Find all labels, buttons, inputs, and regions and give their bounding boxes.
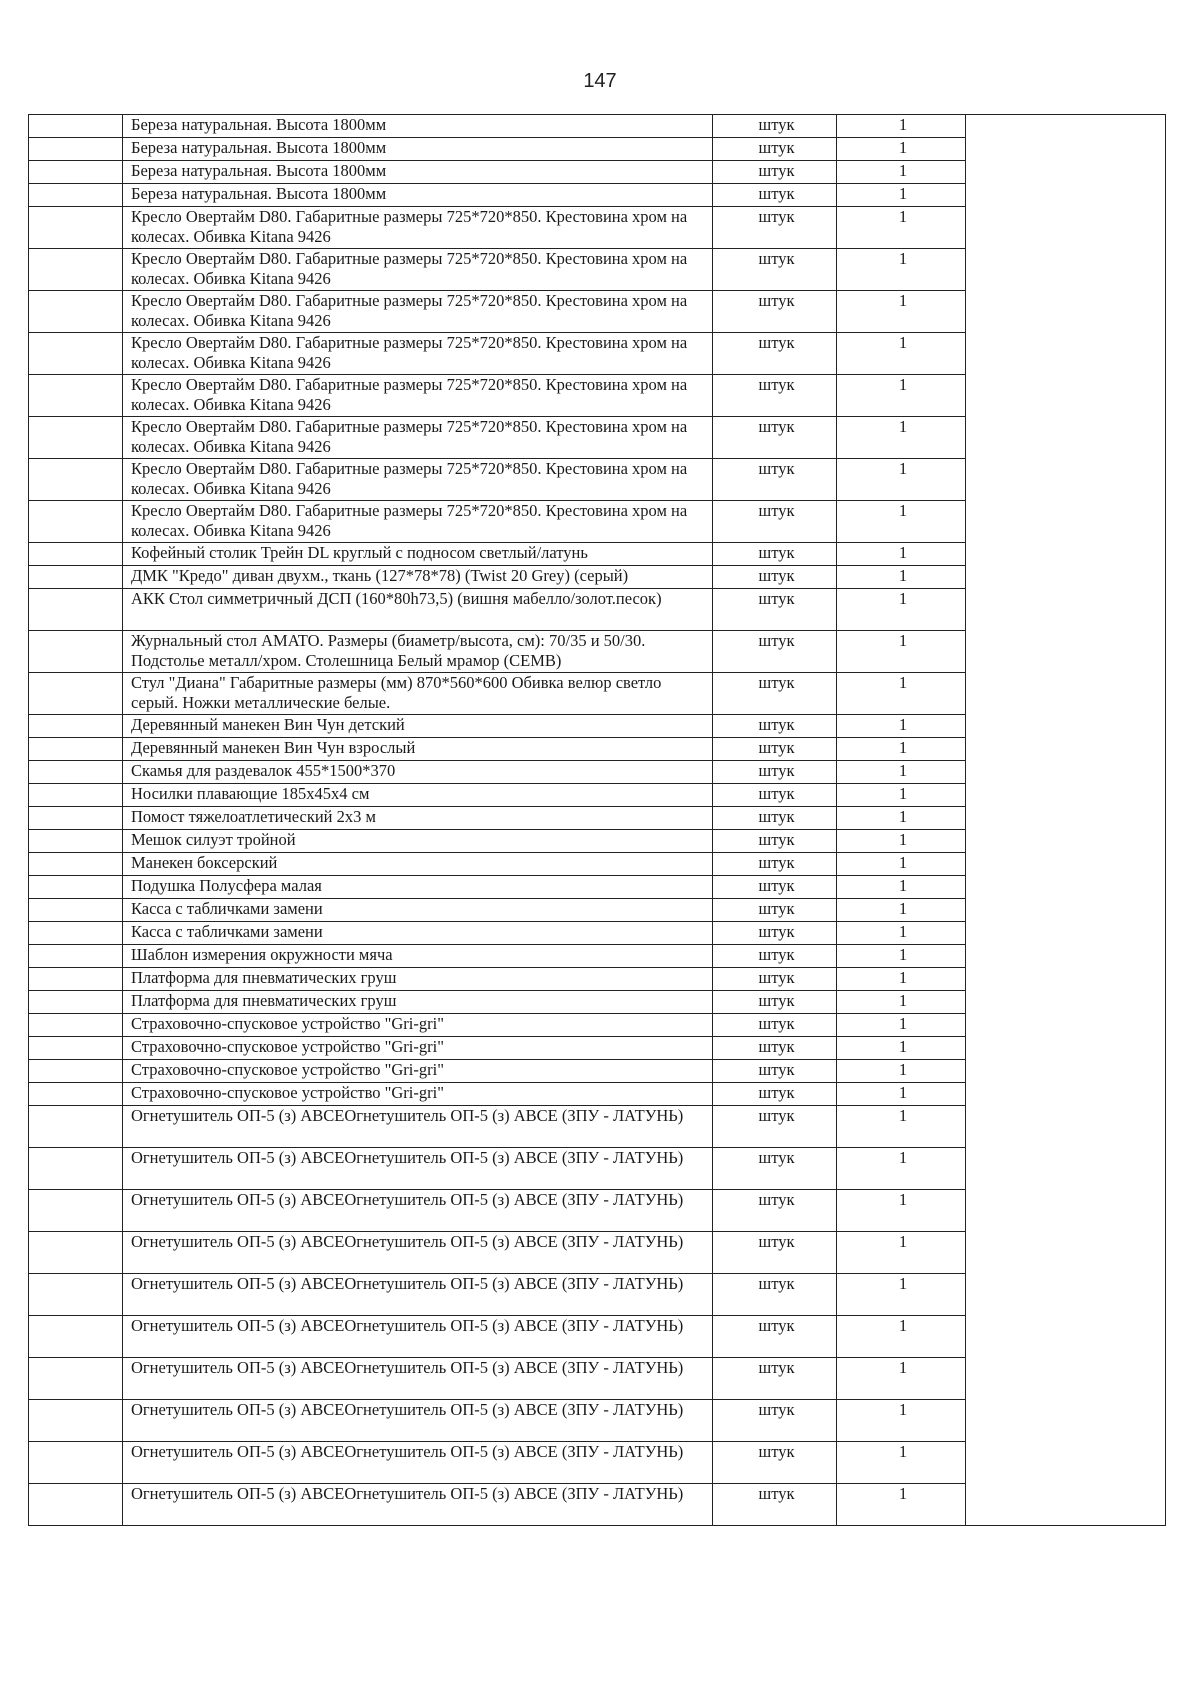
row-number-cell [29,1400,123,1442]
quantity-cell: 1 [837,1232,966,1274]
item-name-cell: Страховочно-спусковое устройство "Gri-gri" [123,1037,713,1060]
item-name-cell: Огнетушитель ОП-5 (з) АВСЕОгнетушитель ОП-5 (з) АВСЕ (ЗПУ - ЛАТУНЬ) [123,1190,713,1232]
item-name-cell: Кресло Овертайм D80. Габаритные размеры 725*720*850. Крестовина хром на колесах. Обивка Kitana 9426 [123,207,713,249]
unit-cell: штук [713,501,837,543]
unit-cell: штук [713,1083,837,1106]
item-name-cell: АКК Стол симметричный ДСП (160*80h73,5) (вишня мабелло/золот.песок) [123,589,713,631]
item-name-cell: Кресло Овертайм D80. Габаритные размеры 725*720*850. Крестовина хром на колесах. Обивка Kitana 9426 [123,459,713,501]
item-name-cell: Касса с табличками замени [123,899,713,922]
item-name-cell: Касса с табличками замени [123,922,713,945]
row-number-cell [29,715,123,738]
row-number-cell [29,249,123,291]
item-name-cell: Носилки плавающие 185х45х4 см [123,784,713,807]
quantity-cell: 1 [837,161,966,184]
row-number-cell [29,1037,123,1060]
row-number-cell [29,375,123,417]
quantity-cell: 1 [837,631,966,673]
unit-cell: штук [713,1274,837,1316]
row-number-cell [29,161,123,184]
row-number-cell [29,761,123,784]
unit-cell: штук [713,1358,837,1400]
row-number-cell [29,1316,123,1358]
quantity-cell: 1 [837,1484,966,1526]
item-name-cell: Журнальный стол AMATO. Размеры (биаметр/высота, см): 70/35 и 50/30. Подстолье металл/хром. Столешница Белый мрамор (CEMB) [123,631,713,673]
unit-cell: штук [713,922,837,945]
quantity-cell: 1 [837,784,966,807]
unit-cell: штук [713,1148,837,1190]
item-name-cell: Огнетушитель ОП-5 (з) АВСЕОгнетушитель ОП-5 (з) АВСЕ (ЗПУ - ЛАТУНЬ) [123,1400,713,1442]
unit-cell: штук [713,184,837,207]
row-number-cell [29,501,123,543]
row-number-cell [29,1442,123,1484]
unit-cell: штук [713,291,837,333]
row-number-cell [29,115,123,138]
row-number-cell [29,566,123,589]
row-number-cell [29,631,123,673]
row-number-cell [29,1190,123,1232]
item-name-cell: Огнетушитель ОП-5 (з) АВСЕОгнетушитель ОП-5 (з) АВСЕ (ЗПУ - ЛАТУНЬ) [123,1358,713,1400]
unit-cell: штук [713,1400,837,1442]
item-name-cell: Кофейный столик Трейн DL круглый с подносом светлый/латунь [123,543,713,566]
row-number-cell [29,1232,123,1274]
quantity-cell: 1 [837,207,966,249]
row-number-cell [29,673,123,715]
quantity-cell: 1 [837,945,966,968]
row-number-cell [29,968,123,991]
row-number-cell [29,830,123,853]
unit-cell: штук [713,1060,837,1083]
row-number-cell [29,417,123,459]
unit-cell: штук [713,589,837,631]
quantity-cell: 1 [837,1358,966,1400]
item-name-cell: Кресло Овертайм D80. Габаритные размеры 725*720*850. Крестовина хром на колесах. Обивка Kitana 9426 [123,501,713,543]
item-name-cell: Манекен боксерский [123,853,713,876]
item-name-cell: Береза натуральная. Высота 1800мм [123,115,713,138]
unit-cell: штук [713,566,837,589]
quantity-cell: 1 [837,1037,966,1060]
unit-cell: штук [713,991,837,1014]
unit-cell: штук [713,761,837,784]
row-number-cell [29,738,123,761]
quantity-cell: 1 [837,899,966,922]
quantity-cell: 1 [837,184,966,207]
unit-cell: штук [713,738,837,761]
equipment-table [28,114,1166,1526]
row-number-cell [29,1083,123,1106]
item-name-cell: Огнетушитель ОП-5 (з) АВСЕОгнетушитель ОП-5 (з) АВСЕ (ЗПУ - ЛАТУНЬ) [123,1106,713,1148]
item-name-cell: Кресло Овертайм D80. Габаритные размеры 725*720*850. Крестовина хром на колесах. Обивка Kitana 9426 [123,249,713,291]
row-number-cell [29,853,123,876]
quantity-cell: 1 [837,968,966,991]
quantity-cell: 1 [837,1060,966,1083]
item-name-cell: Кресло Овертайм D80. Габаритные размеры 725*720*850. Крестовина хром на колесах. Обивка Kitana 9426 [123,375,713,417]
item-name-cell: ДМК "Кредо" диван двухм., ткань (127*78*78) (Twist 20 Grey) (серый) [123,566,713,589]
unit-cell: штук [713,830,837,853]
row-number-cell [29,1148,123,1190]
item-name-cell: Платформа для пневматических груш [123,968,713,991]
page-number: 147 [583,70,617,92]
row-number-cell [29,922,123,945]
item-name-cell: Платформа для пневматических груш [123,991,713,1014]
item-name-cell: Огнетушитель ОП-5 (з) АВСЕОгнетушитель ОП-5 (з) АВСЕ (ЗПУ - ЛАТУНЬ) [123,1484,713,1526]
row-number-cell [29,784,123,807]
unit-cell: штук [713,631,837,673]
item-name-cell: Страховочно-спусковое устройство "Gri-gri" [123,1014,713,1037]
row-number-cell [29,1106,123,1148]
item-name-cell: Кресло Овертайм D80. Габаритные размеры 725*720*850. Крестовина хром на колесах. Обивка Kitana 9426 [123,291,713,333]
quantity-cell: 1 [837,738,966,761]
quantity-cell: 1 [837,673,966,715]
unit-cell: штук [713,1190,837,1232]
row-number-cell [29,543,123,566]
row-number-cell [29,207,123,249]
unit-cell: штук [713,784,837,807]
quantity-cell: 1 [837,830,966,853]
quantity-cell: 1 [837,501,966,543]
quantity-cell: 1 [837,1442,966,1484]
item-name-cell: Помост тяжелоатлетический 2х3 м [123,807,713,830]
quantity-cell: 1 [837,1014,966,1037]
quantity-cell: 1 [837,876,966,899]
row-number-cell [29,991,123,1014]
item-name-cell: Береза натуральная. Высота 1800мм [123,184,713,207]
item-name-cell: Береза натуральная. Высота 1800мм [123,138,713,161]
item-name-cell: Кресло Овертайм D80. Габаритные размеры 725*720*850. Крестовина хром на колесах. Обивка Kitana 9426 [123,417,713,459]
unit-cell: штук [713,1484,837,1526]
item-name-cell: Стул "Диана" Габаритные размеры (мм) 870*560*600 Обивка велюр светло серый. Ножки металлические белые. [123,673,713,715]
row-number-cell [29,459,123,501]
row-number-cell [29,876,123,899]
unit-cell: штук [713,673,837,715]
row-number-cell [29,589,123,631]
unit-cell: штук [713,1106,837,1148]
unit-cell: штук [713,876,837,899]
quantity-cell: 1 [837,333,966,375]
unit-cell: штук [713,899,837,922]
table-row [29,115,1166,138]
quantity-cell: 1 [837,1148,966,1190]
unit-cell: штук [713,417,837,459]
row-number-cell [29,807,123,830]
row-number-cell [29,1014,123,1037]
unit-cell: штук [713,1037,837,1060]
unit-cell: штук [713,1442,837,1484]
item-name-cell: Скамья для раздевалок 455*1500*370 [123,761,713,784]
row-number-cell [29,1060,123,1083]
unit-cell: штук [713,945,837,968]
quantity-cell: 1 [837,1190,966,1232]
quantity-cell: 1 [837,1083,966,1106]
quantity-cell: 1 [837,543,966,566]
unit-cell: штук [713,807,837,830]
item-name-cell: Страховочно-спусковое устройство "Gri-gri" [123,1060,713,1083]
quantity-cell: 1 [837,589,966,631]
unit-cell: штук [713,543,837,566]
row-number-cell [29,138,123,161]
quantity-cell: 1 [837,991,966,1014]
quantity-cell: 1 [837,761,966,784]
quantity-cell: 1 [837,715,966,738]
unit-cell: штук [713,1232,837,1274]
row-number-cell [29,184,123,207]
unit-cell: штук [713,138,837,161]
item-name-cell: Огнетушитель ОП-5 (з) АВСЕОгнетушитель ОП-5 (з) АВСЕ (ЗПУ - ЛАТУНЬ) [123,1148,713,1190]
unit-cell: штук [713,207,837,249]
row-number-cell [29,1274,123,1316]
table-body [29,115,1166,1526]
quantity-cell: 1 [837,922,966,945]
quantity-cell: 1 [837,807,966,830]
quantity-cell: 1 [837,138,966,161]
unit-cell: штук [713,115,837,138]
item-name-cell: Береза натуральная. Высота 1800мм [123,161,713,184]
row-number-cell [29,1484,123,1526]
item-name-cell: Огнетушитель ОП-5 (з) АВСЕОгнетушитель ОП-5 (з) АВСЕ (ЗПУ - ЛАТУНЬ) [123,1316,713,1358]
unit-cell: штук [713,1316,837,1358]
quantity-cell: 1 [837,375,966,417]
unit-cell: штук [713,333,837,375]
item-name-cell: Кресло Овертайм D80. Габаритные размеры 725*720*850. Крестовина хром на колесах. Обивка Kitana 9426 [123,333,713,375]
unit-cell: штук [713,715,837,738]
notes-cell [966,115,1166,1526]
row-number-cell [29,945,123,968]
quantity-cell: 1 [837,291,966,333]
unit-cell: штук [713,1014,837,1037]
row-number-cell [29,291,123,333]
row-number-cell [29,899,123,922]
unit-cell: штук [713,249,837,291]
item-name-cell: Огнетушитель ОП-5 (з) АВСЕОгнетушитель ОП-5 (з) АВСЕ (ЗПУ - ЛАТУНЬ) [123,1442,713,1484]
item-name-cell: Огнетушитель ОП-5 (з) АВСЕОгнетушитель ОП-5 (з) АВСЕ (ЗПУ - ЛАТУНЬ) [123,1232,713,1274]
row-number-cell [29,1358,123,1400]
item-name-cell: Шаблон измерения окружности мяча [123,945,713,968]
item-name-cell: Подушка Полусфера малая [123,876,713,899]
unit-cell: штук [713,161,837,184]
item-name-cell: Деревянный манекен Вин Чун взрослый [123,738,713,761]
quantity-cell: 1 [837,1106,966,1148]
unit-cell: штук [713,459,837,501]
unit-cell: штук [713,968,837,991]
quantity-cell: 1 [837,459,966,501]
item-name-cell: Огнетушитель ОП-5 (з) АВСЕОгнетушитель ОП-5 (з) АВСЕ (ЗПУ - ЛАТУНЬ) [123,1274,713,1316]
item-name-cell: Страховочно-спусковое устройство "Gri-gri" [123,1083,713,1106]
quantity-cell: 1 [837,249,966,291]
unit-cell: штук [713,375,837,417]
quantity-cell: 1 [837,115,966,138]
item-name-cell: Мешок силуэт тройной [123,830,713,853]
unit-cell: штук [713,853,837,876]
quantity-cell: 1 [837,417,966,459]
row-number-cell [29,333,123,375]
quantity-cell: 1 [837,1316,966,1358]
quantity-cell: 1 [837,1274,966,1316]
item-name-cell: Деревянный манекен Вин Чун детский [123,715,713,738]
quantity-cell: 1 [837,1400,966,1442]
quantity-cell: 1 [837,853,966,876]
quantity-cell: 1 [837,566,966,589]
